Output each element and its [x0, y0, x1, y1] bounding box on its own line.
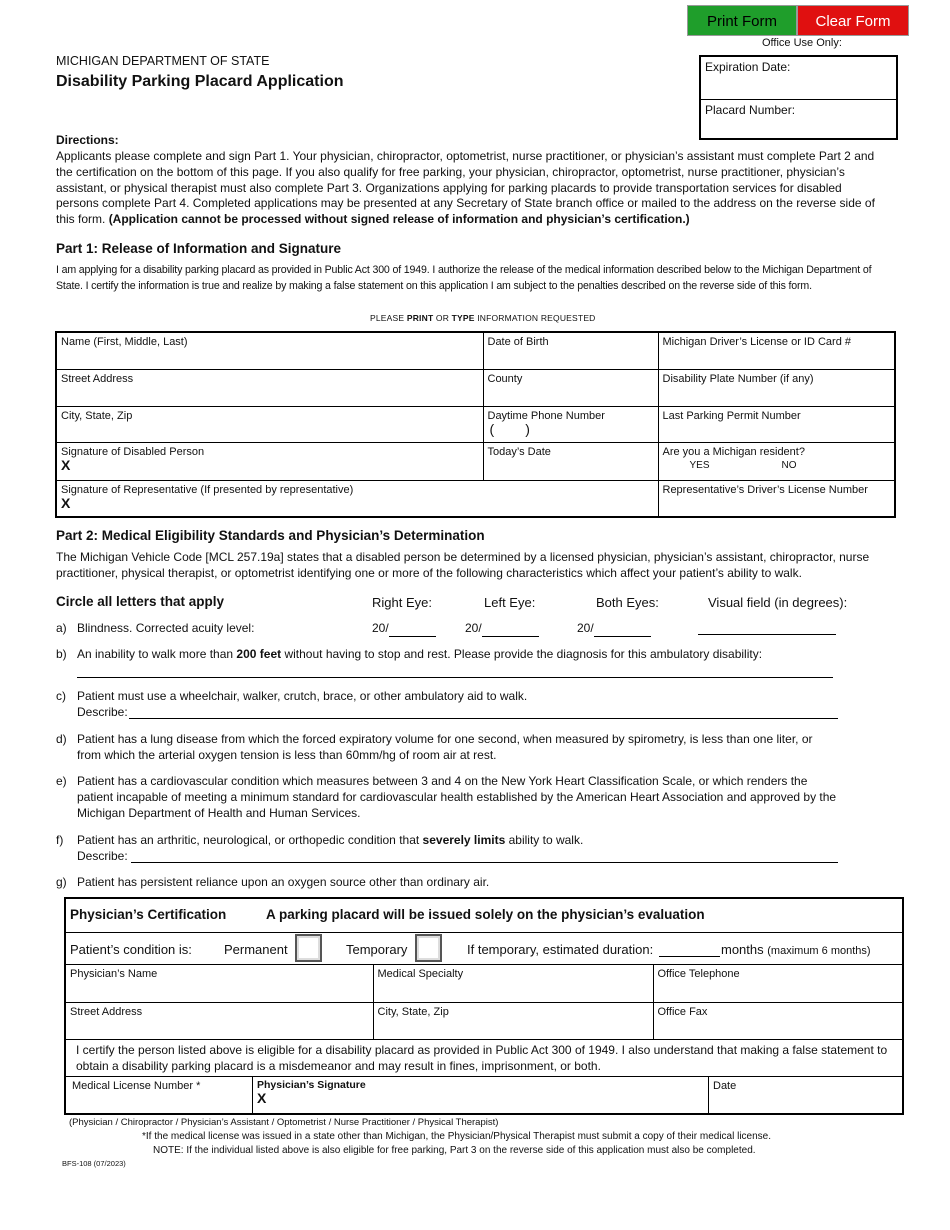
name-field[interactable]: [56, 332, 483, 369]
item-f-bold: severely limits: [422, 833, 506, 847]
item-e-letter: e): [56, 774, 67, 788]
part1-heading: Part 1: Release of Information and Signature: [56, 241, 342, 256]
item-d[interactable]: [56, 732, 856, 766]
out-of-state-note: *If the medical license was issued in a state other than Michigan, the Physician/Physical Therapist must submit a copy of their medical license.: [142, 1131, 772, 1142]
right-eye-acuity: [372, 621, 436, 637]
months-text: months: [721, 942, 764, 957]
placard-number-field[interactable]: [701, 99, 896, 141]
please-b: INFORMATION REQUESTED: [474, 313, 596, 323]
rep-license-label: Representative’s Driver’s License Number: [662, 483, 868, 496]
right-eye-input[interactable]: [389, 623, 436, 637]
city-field[interactable]: [56, 406, 483, 442]
clear-form-button[interactable]: Clear Form: [797, 5, 909, 36]
placard-number-label: Placard Number:: [705, 103, 796, 117]
license-types-note: (Physician / Chiropractor / Physician’s Assistant / Optometrist / Nurse Practitioner / Physical Therapist): [69, 1117, 499, 1128]
item-f-describe-label: Describe:: [77, 849, 128, 863]
permanent-checkbox[interactable]: [295, 934, 322, 962]
plate-label: Disability Plate Number (if any): [662, 372, 814, 385]
expiration-date-field[interactable]: [701, 57, 896, 99]
signature-disabled-label: Signature of Disabled Person: [61, 445, 205, 458]
todays-date-label: Today’s Date: [487, 445, 551, 458]
certification-date-field[interactable]: [709, 1077, 902, 1115]
certification-date-label: Date: [713, 1080, 737, 1092]
item-b-diagnosis-input[interactable]: [77, 664, 833, 678]
last-permit-field[interactable]: [658, 406, 895, 442]
medical-license-label: Medical License Number *: [72, 1080, 201, 1092]
directions-body: Applicants please complete and sign Part 1. Your physician, chiropractor, optometrist, nurse practitioner, or physician’s assistant must complete Part 2 and the certification on the bottom of this page. If you also qualify for free parking, your physician, chiropractor, optometrist, nurse practitioner, physician’s assistant, or physical therapist must also complete Part 3. Organizations applying for parking placards to provide transportation services for disabled persons complete Part 4. Completed applications may be presented at any Secretary of State branch office or mailed to the address on the reverse side of this form.: [56, 149, 875, 227]
signature-row: [66, 1077, 902, 1115]
left-eye-prefix: 20/: [465, 621, 482, 635]
temporary-label: Temporary: [346, 942, 408, 957]
street-label: Street Address: [61, 372, 134, 385]
resident-label: Are you a Michigan resident?: [662, 445, 805, 458]
certification-header: [66, 899, 902, 933]
office-telephone-label: Office Telephone: [657, 968, 740, 980]
item-b-text-1: An inability to walk more than: [77, 647, 237, 661]
item-g[interactable]: [56, 875, 856, 893]
duration-label: If temporary, estimated duration:: [467, 942, 654, 957]
item-d-text: Patient has a lung disease from which the forced expiratory volume for one second, when measured by spirometry, is less than one liter, or from which the arterial oxygen tension is less than 60mm/hg of room air at rest.: [77, 732, 813, 762]
physician-city-label: City, State, Zip: [377, 1005, 449, 1018]
permanent-label: Permanent: [224, 942, 288, 957]
last-permit-label: Last Parking Permit Number: [662, 409, 801, 422]
resident-field: [658, 442, 895, 480]
item-f-text-1: Patient has an arthritic, neurological, or orthopedic condition that: [77, 833, 423, 847]
left-eye-input[interactable]: [482, 623, 539, 637]
both-eyes-acuity: [577, 621, 651, 637]
phone-field[interactable]: [483, 406, 658, 442]
temporary-checkbox[interactable]: [415, 934, 442, 962]
item-b-text-2: without having to stop and rest. Please provide the diagnosis for this ambulatory disability:: [281, 647, 763, 661]
item-c-letter: c): [56, 689, 66, 703]
item-b-bold: 200 feet: [236, 647, 282, 661]
visual-field-label: Visual field (in degrees):: [708, 595, 848, 610]
directions-text: [56, 149, 876, 228]
please-type: TYPE: [451, 313, 475, 323]
both-eyes-input[interactable]: [594, 623, 651, 637]
dob-label: Date of Birth: [487, 336, 549, 348]
directions-heading: Directions:: [56, 133, 119, 147]
please-or: OR: [433, 313, 452, 323]
visual-field-input[interactable]: [698, 621, 836, 635]
signature-disabled-field[interactable]: [56, 442, 483, 480]
item-e-text: Patient has a cardiovascular condition which measures between 3 and 4 on the New York Heart Classification Scale, or which renders the patient incapable of meeting a minimum standard for cardiovascular health established by the American Heart Association and approved by the Michigan Department of Health and Human Services.: [77, 774, 837, 820]
license-label: Michigan Driver’s License or ID Card #: [662, 336, 851, 348]
street-field[interactable]: [56, 369, 483, 406]
office-fax-label: Office Fax: [657, 1005, 708, 1018]
resident-no-option[interactable]: NO: [781, 459, 797, 471]
expiration-date-label: Expiration Date:: [705, 60, 791, 74]
physician-info-table: [66, 965, 902, 1040]
free-parking-note: NOTE: If the individual listed above is also eligible for free parking, Part 3 on the reverse side of this application must also be completed.: [153, 1145, 756, 1156]
rep-license-field[interactable]: [658, 480, 895, 517]
item-c-describe-label: Describe:: [77, 705, 128, 719]
part1-table: [55, 331, 896, 518]
part1-text: I am applying for a disability parking placard as provided in Public Act 300 of 1949. I authorize the release of the medical information described below to the Michigan Department of State. I certify the information is true and realize by making a false statement on this application I am subject to the penalties described on the reverse side of this form.: [56, 264, 872, 292]
form-id: BFS-108 (07/2023): [62, 1159, 126, 1168]
item-f-text-2: ability to walk.: [505, 833, 584, 847]
license-field[interactable]: [658, 332, 895, 369]
dob-field[interactable]: [483, 332, 658, 369]
signature-x-mark: X: [61, 494, 71, 511]
physician-name-label: Physician’s Name: [70, 968, 158, 980]
both-eyes-prefix: 20/: [577, 621, 594, 635]
item-d-letter: d): [56, 732, 67, 746]
county-field[interactable]: [483, 369, 658, 406]
both-eyes-label: Both Eyes:: [596, 595, 659, 610]
print-form-button[interactable]: Print Form: [687, 5, 797, 36]
signature-representative-field[interactable]: [56, 480, 658, 517]
left-eye-acuity: [465, 621, 539, 637]
name-label: Name (First, Middle, Last): [61, 336, 188, 348]
physician-signature-x-mark: X: [257, 1090, 267, 1106]
item-a-letter: a): [56, 621, 67, 635]
duration-input[interactable]: [659, 943, 720, 957]
phone-area-code-parens: ( ): [489, 420, 530, 437]
office-use-label: Office Use Only:: [762, 37, 842, 49]
phone-label: Daytime Phone Number: [487, 409, 605, 422]
office-fax-field[interactable]: [653, 1002, 902, 1039]
item-c-describe-input[interactable]: [129, 705, 838, 719]
city-label: City, State, Zip: [61, 409, 133, 422]
form-title: Disability Parking Placard Application: [56, 73, 344, 90]
item-b-letter: b): [56, 647, 67, 661]
item-g-text: Patient has persistent reliance upon an oxygen source other than ordinary air.: [77, 875, 490, 889]
left-eye-label: Left Eye:: [484, 595, 536, 610]
physician-signature-label: Physician’s Signature: [257, 1079, 366, 1091]
item-f-describe-input[interactable]: [131, 849, 838, 863]
part2-text: The Michigan Vehicle Code [MCL 257.19a] states that a disabled person be determined by a licensed physician, physician’s assistant, chiropractor, nurse practitioner, physical therapist, or optometrist identifying one or more of the following characteristics which affect your patient’s ability to walk.: [56, 550, 870, 580]
condition-label: Patient’s condition is:: [70, 942, 192, 957]
certification-title: Physician’s Certification: [70, 907, 227, 922]
physician-signature-field[interactable]: [253, 1077, 709, 1115]
physician-name-field[interactable]: [66, 965, 373, 1002]
office-telephone-field[interactable]: [653, 965, 902, 1002]
county-label: County: [487, 372, 523, 385]
item-g-letter: g): [56, 875, 67, 889]
item-c-text: Patient must use a wheelchair, walker, crutch, brace, or other ambulatory aid to walk.: [77, 689, 528, 703]
condition-row: [66, 933, 902, 965]
certify-statement-row: [66, 1039, 902, 1077]
physician-street-field[interactable]: [66, 1002, 373, 1039]
todays-date-field[interactable]: [483, 442, 658, 480]
item-e[interactable]: [56, 774, 856, 824]
signature-x-mark: X: [61, 456, 71, 473]
item-f-letter: f): [56, 833, 64, 847]
physician-city-field[interactable]: [373, 1002, 653, 1039]
right-eye-label: Right Eye:: [372, 595, 432, 610]
please-a: PLEASE: [370, 313, 407, 323]
please-print-note: [370, 313, 596, 323]
office-use-box: [699, 55, 898, 140]
right-eye-prefix: 20/: [372, 621, 389, 635]
please-print: PRINT: [406, 313, 434, 323]
item-a-text: Blindness. Corrected acuity level:: [77, 621, 255, 635]
item-f-text: [77, 833, 837, 849]
signature-representative-label: Signature of Representative (If presented by representative): [61, 483, 354, 496]
item-b[interactable]: [56, 647, 856, 665]
circle-letters-heading: Circle all letters that apply: [56, 594, 225, 609]
medical-license-field[interactable]: [66, 1077, 253, 1115]
resident-yes-option[interactable]: YES: [689, 459, 710, 471]
specialty-label: Medical Specialty: [377, 968, 464, 980]
physician-certification-box: [64, 897, 904, 1115]
specialty-field[interactable]: [373, 965, 653, 1002]
item-b-text: [77, 647, 837, 663]
part2-heading: Part 2: Medical Eligibility Standards and Physician’s Determination: [56, 528, 485, 543]
physician-street-label: Street Address: [70, 1005, 143, 1018]
max-months-note: (maximum 6 months): [767, 945, 871, 957]
department-name: MICHIGAN DEPARTMENT OF STATE: [56, 54, 270, 68]
certification-subtitle: A parking placard will be issued solely on the physician’s evaluation: [266, 907, 705, 922]
months-label: [721, 942, 871, 957]
directions-bold-note: (Application cannot be processed without signed release of information and physician’s certification.): [108, 212, 690, 227]
plate-field[interactable]: [658, 369, 895, 406]
certify-statement: I certify the person listed above is eligible for a disability placard as provided in Public Act 300 of 1949. I also understand that making a false statement to obtain a disability parking placard is a misdemeanor and may result in fines, imprisonment, or both.: [76, 1043, 888, 1073]
